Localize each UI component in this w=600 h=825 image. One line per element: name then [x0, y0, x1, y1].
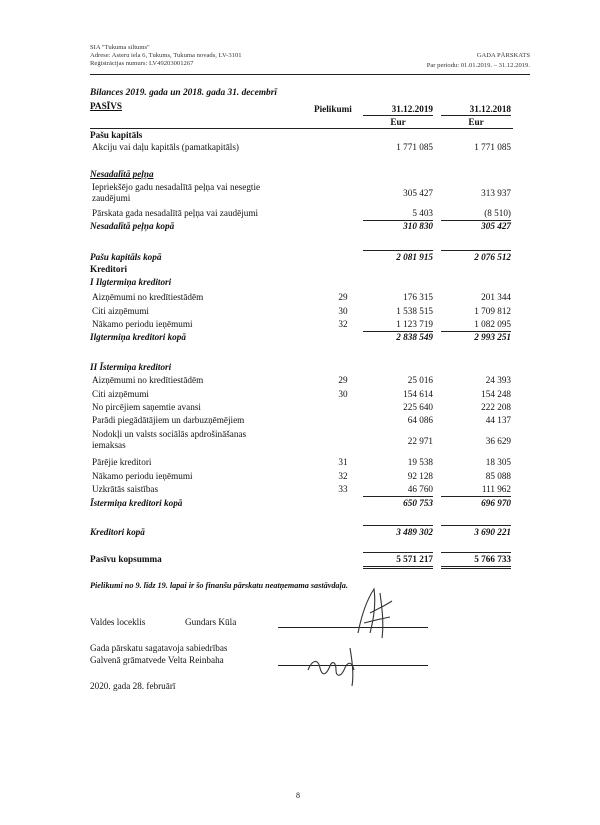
st-total-label: Īstermiņa kreditori kopā: [90, 498, 183, 508]
lt-total-2019: 2 838 549: [396, 332, 433, 342]
st-total-2018: 696 970: [481, 498, 511, 508]
company-address: Adrese: Asteru iela 6, Tukums, Tukuma novads, LV-3101: [90, 52, 242, 59]
st-other-label: Citi aizņēmumi: [92, 389, 149, 399]
rule: [441, 568, 511, 569]
st-others-2019: 19 538: [407, 457, 433, 467]
prior-years-2018: 313 937: [481, 188, 511, 198]
header-bottom-rule: [90, 128, 513, 129]
st-suppliers-label: Parādi piegādātājiem un darbuzņēmējiem: [92, 415, 245, 425]
retained-total-2018: 305 427: [481, 221, 511, 231]
liabilities-total-2018: 5 766 733: [474, 554, 511, 564]
lt-bank-2018: 201 344: [481, 292, 511, 302]
st-bank-label: Aizņēmumi no kredītiestādēm: [92, 375, 204, 385]
lt-other-2018: 1 709 812: [474, 306, 511, 316]
liabilities-total-2019: 5 571 217: [396, 554, 433, 564]
accountant-signature: [300, 640, 370, 690]
st-deferred-note: 32: [338, 471, 348, 481]
st-others-2018: 18 305: [485, 457, 511, 467]
st-bank-note: 29: [338, 375, 348, 385]
st-accrued-2018: 111 962: [481, 484, 511, 494]
creditors-total-2019: 3 489 302: [396, 527, 433, 537]
company-reg-number: Reģistrācijas numurs: LV49203001267: [90, 60, 194, 67]
retained-total-2019: 310 830: [403, 221, 433, 231]
st-deferred-label: Nākamo periodu ieņēmumi: [92, 471, 193, 481]
lt-deferred-label: Nākamo periodu ieņēmumi: [92, 319, 193, 329]
col-2018-rule: [441, 115, 511, 116]
st-accrued-2019: 46 760: [407, 484, 433, 494]
st-advances-label: No pircējiem saņemtie avansi: [92, 402, 201, 412]
st-taxes-2018: 36 629: [485, 436, 511, 446]
st-total-2019: 650 753: [403, 498, 433, 508]
rule: [441, 566, 511, 567]
st-other-2018: 154 248: [481, 389, 511, 399]
footnote: Pielikumi no 9. līdz 19. lapai ir šo finanšu pārskatu neatņemama sastāvdaļa.: [90, 581, 348, 590]
share-capital-2018: 1 771 085: [474, 142, 511, 152]
col-2018-unit: Eur: [468, 117, 484, 127]
equity-total-2018: 2 076 512: [474, 252, 511, 262]
prior-years-2019: 305 427: [403, 188, 433, 198]
st-deferred-2019: 92 128: [407, 471, 433, 481]
current-year-2018: (8 510): [484, 208, 511, 218]
col-2018-header: 31.12.2018: [469, 104, 511, 114]
st-others-note: 31: [338, 457, 348, 467]
rule: [441, 525, 511, 526]
report-period: Par periodu: 01.01.2019. – 31.12.2019.: [426, 62, 530, 69]
long-term-heading: I Ilgtermiņa kreditori: [90, 277, 172, 287]
lt-deferred-2018: 1 082 095: [474, 319, 511, 329]
share-capital-label: Akciju vai daļu kapitāls (pamatkapitāls): [92, 142, 239, 152]
st-bank-2019: 25 016: [407, 375, 433, 385]
board-member-name: Gundars Kūla: [185, 617, 237, 627]
header-rule: [90, 74, 530, 75]
equity-total-2019: 2 081 915: [396, 252, 433, 262]
page-number: 8: [296, 791, 300, 800]
st-advances-2019: 225 640: [403, 402, 433, 412]
current-year-label: Pārskata gada nesadalītā peļņa vai zaudējumi: [92, 208, 259, 218]
rule: [363, 496, 433, 497]
prior-years-label-1: Iepriekšējo gadu nesadalītā peļņa vai nesegtie: [92, 182, 261, 192]
st-accrued-label: Uzkrātās saistības: [92, 484, 159, 494]
rule: [363, 525, 433, 526]
rule: [441, 496, 511, 497]
page-title: Bilances 2019. gada un 2018. gada 31. decembrī: [90, 88, 277, 98]
retained-total-label: Nesadalītā peļņa kopā: [90, 221, 175, 231]
lt-bank-note: 29: [338, 292, 348, 302]
company-name: SIA "Tukuma siltums": [90, 44, 150, 51]
lt-bank-label: Aizņēmumi no kredītiestādēm: [92, 292, 204, 302]
st-suppliers-2018: 44 137: [485, 415, 511, 425]
st-advances-2018: 222 208: [481, 402, 511, 412]
report-title: GADA PĀRSKATS: [476, 52, 530, 59]
lt-total-label: Ilgtermiņa kreditori kopā: [90, 332, 186, 342]
short-term-heading: II Īstermiņa kreditori: [90, 362, 172, 372]
prior-years-label-2: zaudējumi: [92, 193, 131, 203]
st-deferred-2018: 85 088: [485, 471, 511, 481]
lt-deferred-note: 32: [338, 319, 348, 329]
rule: [363, 552, 433, 553]
rule: [363, 250, 433, 251]
st-accrued-note: 33: [338, 484, 348, 494]
retained-heading: Nesadalītā peļņa: [90, 169, 154, 179]
creditors-heading: Kreditori: [90, 264, 128, 274]
st-taxes-2019: 22 971: [407, 436, 433, 446]
col-2019-header: 31.12.2019: [391, 104, 433, 114]
rule: [363, 566, 433, 567]
st-taxes-label-1: Nodokļi un valsts sociālās apdrošināšanas: [92, 429, 247, 439]
signing-date: 2020. gada 28. februārī: [90, 681, 176, 691]
current-year-2019: 5 403: [412, 208, 433, 218]
board-signature: [340, 583, 410, 643]
col-2019-unit: Eur: [390, 117, 406, 127]
prepared-by: Gada pārskatu sagatavoja sabiedrības: [90, 643, 228, 653]
lt-deferred-2019: 1 123 719: [396, 319, 433, 329]
st-taxes-label-2: iemaksas: [92, 440, 126, 450]
lt-other-label: Citi aizņēmumi: [92, 306, 149, 316]
creditors-total-2018: 3 690 221: [474, 527, 511, 537]
board-role: Valdes loceklis: [90, 617, 146, 627]
lt-other-note: 30: [338, 306, 348, 316]
chief-accountant: Galvenā grāmatvede Velta Reinbaha: [90, 655, 224, 665]
creditors-total-label: Kreditori kopā: [90, 527, 145, 537]
st-suppliers-2019: 64 086: [407, 415, 433, 425]
rule: [441, 250, 511, 251]
section-title: PASĪVS: [90, 101, 122, 111]
lt-total-2018: 2 993 251: [474, 332, 511, 342]
equity-heading: Pašu kapitāls: [90, 130, 143, 140]
st-bank-2018: 24 393: [485, 375, 511, 385]
share-capital-2019: 1 771 085: [396, 142, 433, 152]
lt-other-2019: 1 538 515: [396, 306, 433, 316]
rule: [363, 568, 433, 569]
liabilities-total-label: Pasīvu kopsumma: [90, 554, 162, 564]
col-2019-rule: [363, 115, 433, 116]
rule: [441, 552, 511, 553]
st-other-note: 30: [338, 389, 348, 399]
col-notes-header: Pielikumi: [314, 104, 352, 114]
st-other-2019: 154 614: [403, 389, 433, 399]
equity-total-label: Pašu kapitāls kopā: [90, 252, 162, 262]
st-others-label: Pārējie kreditori: [92, 457, 152, 467]
lt-bank-2019: 176 315: [403, 292, 433, 302]
